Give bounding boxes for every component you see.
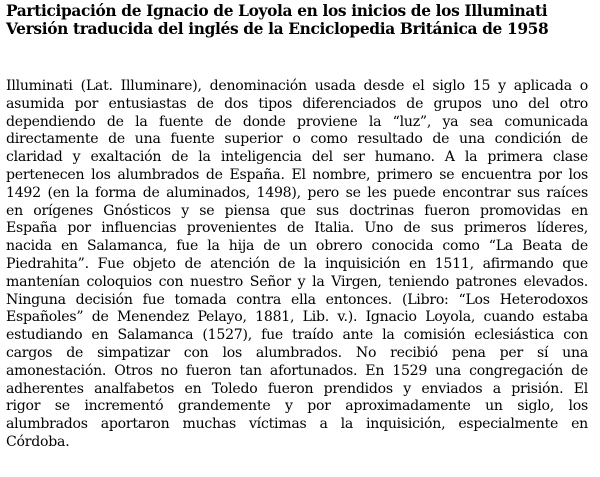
body-line: claridad y exaltación de la inteligencia del ser humano. A la primera clase	[6, 149, 588, 166]
body-line: amonestación. Otros no fueron tan afortunados. En 1529 una congregación de	[6, 362, 588, 379]
body-line: dependiendo de la fuente de donde proviene la “luz”, ya sea comunicada	[6, 113, 588, 130]
body-line: mantenían coloquios con nuestro Señor y la Virgen, teniendo patrones elevados.	[6, 273, 588, 290]
body-line: nacida en Salamanca, fue la hija de un obrero conocida como “La Beata de	[6, 238, 588, 255]
body-line: rigor se incrementó grandemente y por aproximadamente un siglo, los	[6, 398, 588, 415]
body-line: Piedrahita”. Fue objeto de atención de la inquisición en 1511, afirmando que	[6, 255, 588, 272]
body-line: pertenecen los alumbrados de España. El nombre, primero se encuentra por los	[6, 166, 588, 183]
body-line: estudiando en Salamanca (1527), fue traído ante la comisión eclesiástica con	[6, 327, 588, 344]
body-line: alumbrados aportaron muchas víctimas a la inquisición, especialmente en	[6, 416, 588, 433]
body-line: España por influencias provenientes de Italia. Uno de sus primeros líderes,	[6, 220, 588, 237]
body-line: Españoles” de Menendez Pelayo, 1881, Lib. v.). Ignacio Loyola, cuando estaba	[6, 309, 588, 326]
body-line: Ninguna decisión fue tomada contra ella entonces. (Libro: “Los Heterodoxos	[6, 291, 588, 308]
body-paragraph	[6, 78, 588, 452]
body-line: Córdoba.	[6, 433, 70, 450]
body-line: cargos de simpatizar con los alumbrados. No recibió pena per sí una	[6, 344, 588, 361]
body-line: Illuminati (Lat. Illuminare), denominación usada desde el siglo 15 y aplicada o	[6, 78, 588, 94]
title-line: Participación de Ignacio de Loyola en los inicios de los Illuminati	[6, 2, 548, 20]
body-line: en orígenes Gnósticos y se piensa que sus doctrinas fueron promovidas en	[6, 202, 588, 219]
body-line: directamente de una fuente superior o como resultado de una condición de	[6, 131, 588, 148]
body-line: adherentes analfabetos en Toledo fueron prendidos y enviados a prisión. El	[6, 380, 588, 397]
body-line: 1492 (en la forma de aluminados, 1498), pero se les puede encontrar sus raíces	[6, 184, 588, 201]
body-line: asumida por entusiastas de dos tipos diferenciados de grupos uno del otro	[6, 95, 588, 112]
title-line: Versión traducida del inglés de la Enciclopedia Británica de 1958	[6, 19, 549, 38]
document-title	[6, 2, 598, 38]
